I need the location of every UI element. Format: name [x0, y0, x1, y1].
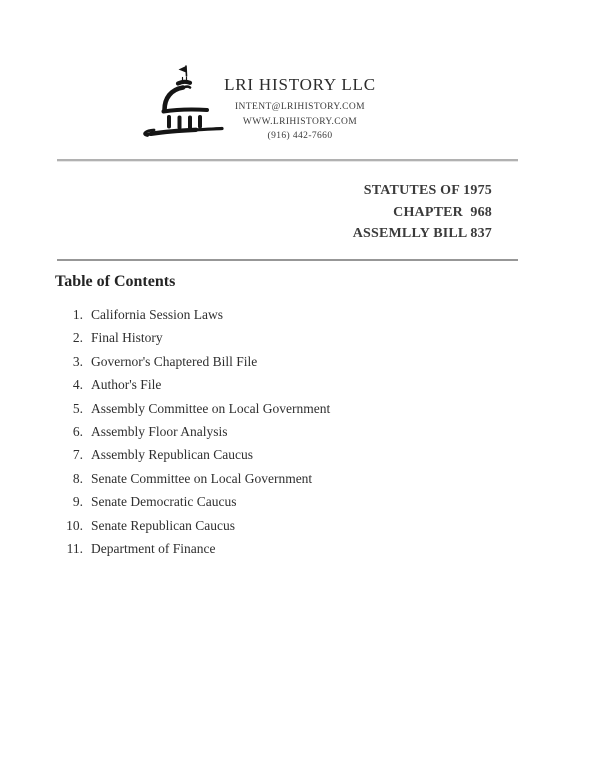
assembly-bill-line: ASSEMLLY BILL 837 [352, 226, 492, 241]
toc-item [55, 443, 330, 466]
contact-phone: (916) 442-7660 [267, 131, 333, 142]
toc-item-label: Senate Committee on Local Government [91, 470, 313, 486]
statute-reference-block [353, 180, 492, 245]
toc-item-label: Assembly Republican Caucus [91, 447, 253, 463]
toc-item [55, 350, 330, 373]
toc-item [55, 537, 330, 560]
statutes-line: STATUTES OF 1975 [363, 183, 492, 198]
company-name: LRI HISTORY LLC [224, 75, 376, 94]
toc-item [55, 397, 330, 420]
toc-item [55, 467, 330, 490]
toc-item-label: Governor's Chaptered Bill File [91, 353, 258, 369]
toc-item-label: Final History [91, 330, 163, 346]
toc-item-label: Senate Republican Caucus [91, 517, 235, 533]
toc-item-label: Author's File [91, 377, 162, 393]
toc-item-label: Assembly Committee on Local Government [91, 400, 331, 416]
toc-item [55, 326, 330, 349]
divider-top [57, 159, 518, 162]
toc-item-number: 1. [72, 307, 83, 322]
toc-item-label: Assembly Floor Analysis [91, 423, 228, 439]
letterhead [100, 76, 500, 144]
toc-item-label: Senate Democratic Caucus [91, 494, 237, 510]
toc-item-number: 5. [72, 400, 83, 416]
toc-item-number: 4. [72, 377, 83, 393]
contact-block [100, 100, 500, 144]
toc-item-number: 11. [66, 540, 83, 556]
toc-item [55, 514, 330, 537]
chapter-line: CHAPTER 968 [393, 204, 492, 220]
toc-item-label: California Session Laws [91, 307, 223, 322]
toc-item-number: 7. [72, 447, 83, 463]
toc-item [55, 303, 330, 326]
toc-heading: Table of Contents [55, 273, 176, 290]
contact-website: WWW.LRIHISTORY.COM [242, 116, 358, 127]
contact-email: INTENT@LRIHISTORY.COM [234, 102, 365, 112]
toc-list [55, 303, 330, 560]
toc-item [55, 490, 330, 513]
toc-item-number: 10. [66, 517, 83, 533]
toc-item-number: 6. [72, 423, 83, 439]
divider-bottom [57, 259, 518, 261]
toc-item [55, 373, 330, 396]
toc-item [55, 420, 330, 443]
toc-item-number: 3. [72, 353, 83, 369]
toc-item-label: Department of Finance [91, 540, 216, 556]
toc-item-number: 2. [72, 330, 83, 346]
toc-item-number: 8. [72, 470, 83, 486]
toc-item-number: 9. [72, 494, 83, 510]
